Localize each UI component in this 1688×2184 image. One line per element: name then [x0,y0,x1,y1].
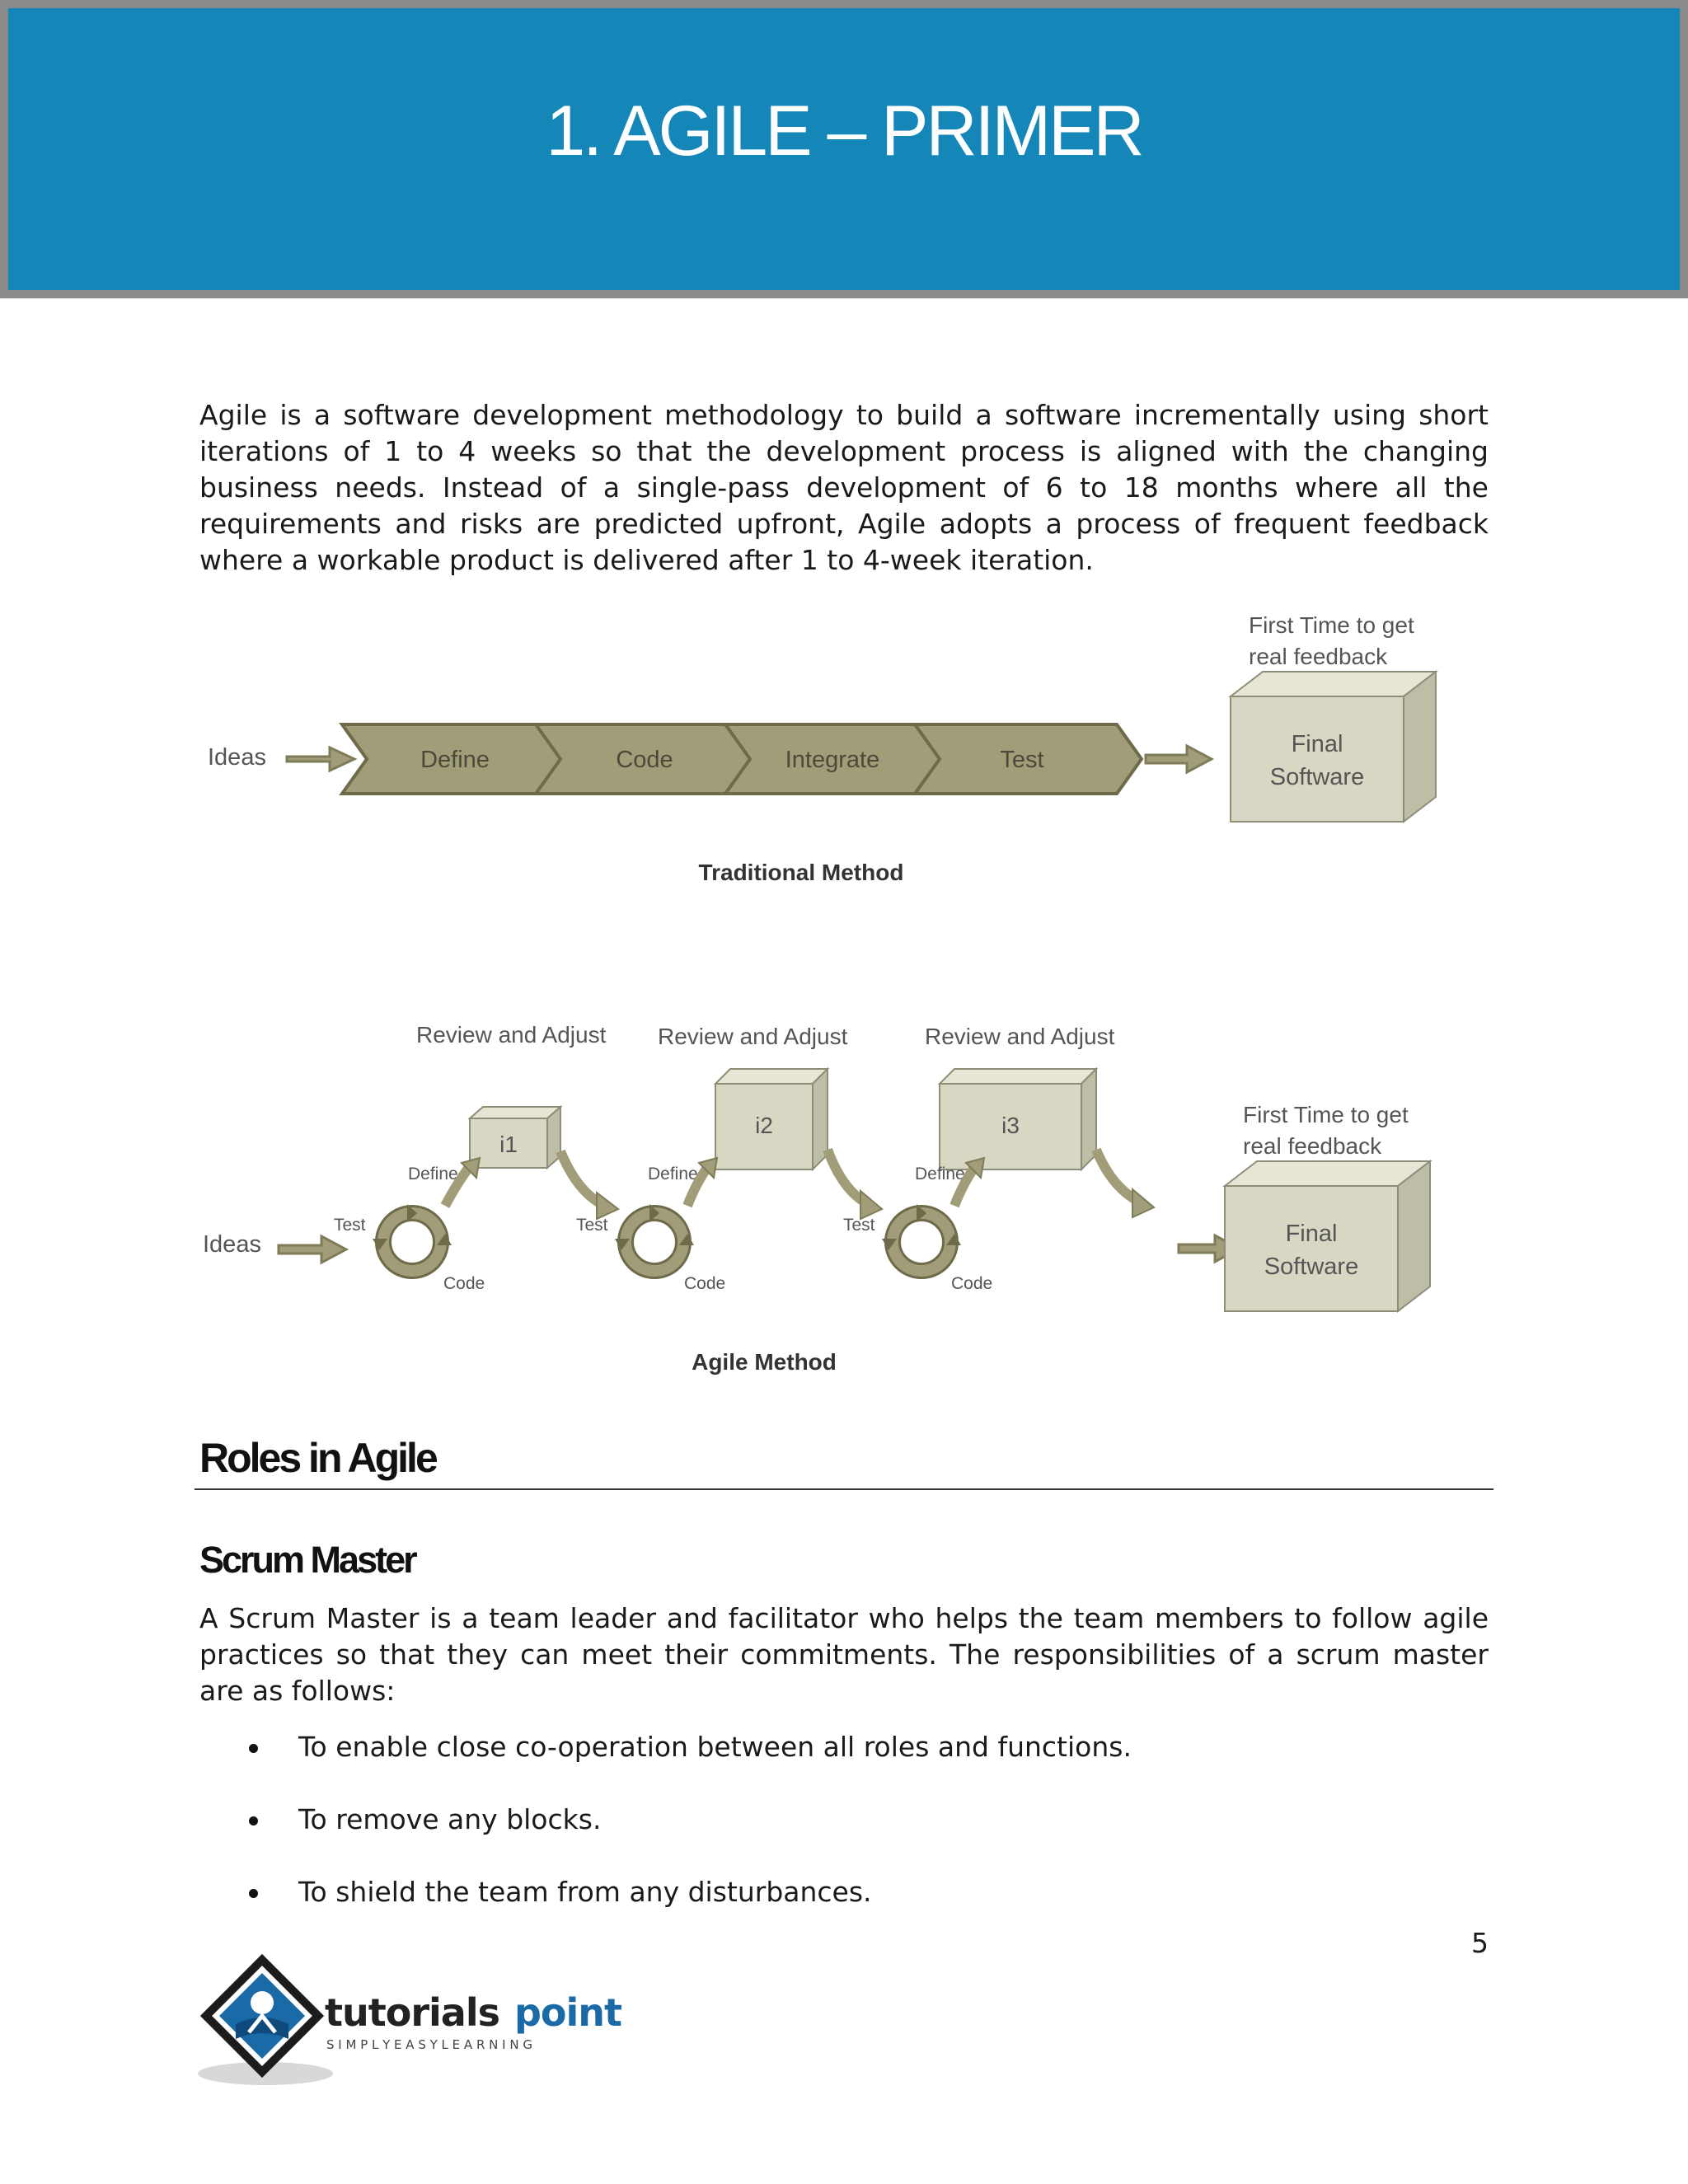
traditional-final-line2: Software [1269,764,1365,790]
agile-method-diagram [190,1018,1442,1380]
tutorialspoint-logo [195,1953,656,2093]
logo-word-tutorials: tutorials [325,1990,499,2035]
scrum-master-heading: Scrum Master [199,1539,415,1581]
iteration-1-label: i1 [499,1132,518,1157]
iteration-2-review-label: Review and Adjust [658,1024,848,1049]
agile-ideas-arrow [279,1236,346,1263]
scrum-master-responsibilities [199,1729,1132,1947]
iteration-3-down-arrow [1096,1150,1137,1201]
iteration-3-review-label: Review and Adjust [925,1024,1115,1049]
iteration-1-test-label: Test [334,1216,366,1235]
roles-heading: Roles in Agile [199,1435,436,1481]
bullet-icon [249,1816,258,1825]
list-item-text: To shield the team from any disturbances. [298,1876,872,1908]
stage-code-label: Code [616,747,673,773]
traditional-feedback-line2: real feedback [1249,644,1388,669]
traditional-ideas-arrow [287,748,354,771]
iteration-3-cycle-icon [882,1204,961,1271]
page-number: 5 [1471,1927,1489,1959]
traditional-feedback-line1: First Time to get [1249,612,1414,638]
iteration-2-label: i2 [755,1113,773,1138]
agile-caption: Agile Method [692,1349,837,1375]
iteration-1-cycle-icon [373,1204,452,1271]
iteration-3-code-label: Code [951,1274,993,1293]
chapter-banner [0,0,1688,298]
logo-word-point: point [514,1990,622,2035]
list-item-text: To enable close co-operation between all roles and functions. [298,1731,1132,1763]
logo-tagline: S I M P L Y E A S Y L E A R N I N G [326,2037,532,2052]
iteration-3-box [940,1069,1096,1169]
iteration-1-code-label: Code [443,1274,485,1293]
agile-method-svg [190,1018,1442,1380]
traditional-ideas-label: Ideas [208,744,266,771]
stage-define-label: Define [420,747,490,773]
roles-heading-rule [195,1488,1493,1490]
iteration-2-code-label: Code [684,1274,726,1293]
logo-svg [195,1953,656,2093]
list-item [199,1874,1132,1947]
list-item [199,1802,1132,1874]
iteration-2-box [715,1069,828,1169]
iteration-2-cycle-icon [615,1204,694,1271]
chapter-title: 1. AGILE – PRIMER [546,91,1142,171]
stage-integrate-label: Integrate [785,747,880,773]
agile-feedback-line1: First Time to get [1243,1102,1409,1127]
traditional-final-arrow [1146,746,1212,772]
iteration-3-label: i3 [1001,1113,1020,1138]
scrum-master-paragraph: A Scrum Master is a team leader and facilitator who helps the team members to follow agile practices so that they can meet their commitments. The responsibilities of a scrum master are as follows: [199,1602,1489,1707]
bullet-icon [249,1744,258,1753]
logo-emblem-icon [206,1960,318,2072]
traditional-method-svg [190,606,1442,894]
chapter-banner-inner [8,8,1680,290]
iteration-1-define-label: Define [408,1165,458,1183]
list-item [199,1729,1132,1802]
agile-final-line1: Final [1285,1221,1338,1247]
iteration-2-test-label: Test [576,1216,608,1235]
iteration-1-box [470,1107,560,1168]
traditional-method-diagram [190,606,1442,894]
intro-paragraph: Agile is a software development methodology to build a software incrementally using short iterations of 1 to 4 weeks so that the development process is aligned with the changing business needs. Instead of a single-pass development of 6 to 18 months where all the requirements and risks are predicted upfront, Agile adopts a process of frequent feedback where a workable product is delivered after 1 to 4-week iteration. [199,399,1489,576]
traditional-caption: Traditional Method [698,860,904,885]
iteration-3-define-label: Define [915,1165,965,1183]
iteration-2-define-label: Define [648,1165,698,1183]
iteration-1-review-label: Review and Adjust [416,1022,607,1047]
bullet-icon [249,1889,258,1898]
traditional-final-software-box [1231,672,1436,822]
agile-feedback-line2: real feedback [1243,1133,1382,1159]
stage-test-label: Test [1000,747,1044,773]
iteration-1-down-arrow [560,1151,602,1204]
iteration-3-test-label: Test [843,1216,875,1235]
list-item-text: To remove any blocks. [298,1803,602,1835]
agile-final-line2: Software [1264,1254,1359,1280]
agile-ideas-label: Ideas [203,1231,261,1258]
agile-final-software-box [1225,1161,1430,1311]
traditional-final-line1: Final [1291,731,1343,757]
